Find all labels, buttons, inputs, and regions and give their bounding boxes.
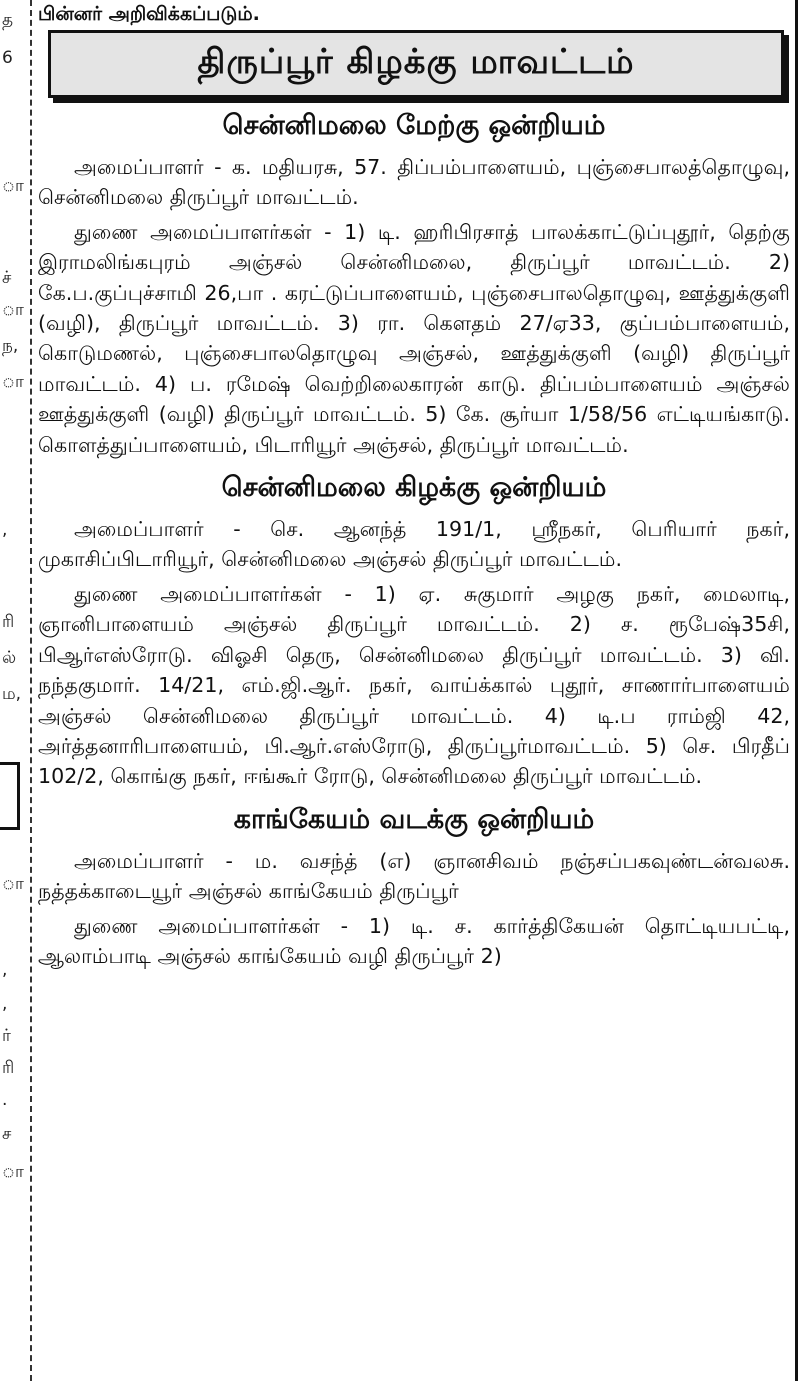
left-fragment: ச (2, 1124, 12, 1144)
organizer-entry: அமைப்பாளர் - செ. ஆனந்த் 191/1, ஸ்ரீநகர், பெரியார் நகர், முகாசிப்பிடாரியூர், சென்னிமலை அஞ்சல் திருப்பூர் மாவட்டம். (38, 517, 790, 572)
left-fragment: ர் (2, 1026, 11, 1046)
left-fragment: , (2, 960, 8, 980)
section-title: சென்னிமலை மேற்கு ஒன்றியம் (222, 110, 606, 141)
organizer-entry: அமைப்பாளர் - க. மதியரசு, 57. திப்பம்பாளையம், புஞ்சைபாலத்தொழுவு, சென்னிமலை திருப்பூர் மாவட்டம். (38, 155, 790, 210)
section-title: காங்கேயம் வடக்கு ஒன்றியம் (233, 803, 595, 835)
deputy-organizers-entry: துணை அமைப்பாளர்கள் - 1) ஏ. சுகுமார் அழகு நகர், மைலாடி, ஞானிபாளையம் அஞ்சல் திருப்பூர் மாவட்டம். 2) ச. ரூபேஷ்35சி, பிஆர்எஸ்ரோடு. விஓசி தெரு, சென்னிமலை திருப்பூர் மாவட்டம். 3) வி. நந்தகுமார். 14/21, எம்.ஜி.ஆர். நகர், வாய்க்கால் புதூர், சாணார்பாளையம் அஞ்சல் சென்னிமலை திருப்பூர் மாவட்டம். 4) டி.ப ராம்ஜி 42, அர்த்தனாரிபாளையம், பி.ஆர்.எஸ்ரோடு, திருப்பூர்மாவட்டம். 5) செ. பிரதீப் 102/2, கொங்கு நகர், ஈங்கூர் ரோடு, சென்னிமலை திருப்பூர் மாவட்டம். (38, 581, 790, 789)
left-frame-fragment (0, 762, 20, 830)
left-fragment: ரி (2, 1058, 15, 1078)
left-fragment: ம, (2, 684, 22, 704)
left-fragment: ந, (2, 336, 19, 356)
left-fragment: த (2, 10, 14, 30)
left-fragment: 6 (2, 48, 13, 68)
left-fragment: ச் (2, 268, 12, 288)
left-fragment: . (2, 1090, 8, 1110)
section-kangeyam-north (38, 802, 790, 972)
left-fragment: ா (2, 300, 24, 320)
left-fragment: ல் (2, 648, 17, 668)
article-column (38, 0, 790, 971)
continued-note: பின்னர் அறிவிக்கப்படும். (38, 3, 260, 25)
district-title: திருப்பூர் கிழக்கு மாவட்டம் (197, 42, 635, 82)
left-fragment: ா (2, 372, 24, 392)
section-chennimalai-west (38, 108, 790, 460)
deputy-organizers-entry: துணை அமைப்பாளர்கள் - 1) டி. ஹரிபிரசாத் பாலக்காட்டுப்புதூர், தெற்கு இராமலிங்கபுரம் அஞ்சல் சென்னிமலை, திருப்பூர் மாவட்டம். 2) கே.ப.குப்புச்சாமி 26,பா . கரட்டுப்பாளையம், புஞ்சைபாலதொழுவு, ஊத்துக்குளி (வழி), திருப்பூர் மாவட்டம். 3) ரா. கௌதம் 27/ஏ33, குப்பம்பாளையம், கொடுமணல், புஞ்சைபாலதொழுவு அஞ்சல், ஊத்துக்குளி (வழி) திருப்பூர் மாவட்டம். 4) ப. ரமேஷ் வெற்றிலைகாரன் காடு. திப்பம்பாளையம் அஞ்சல் ஊத்துக்குளி (வழி) திருப்பூர் மாவட்டம். 5) கே. சூர்யா 1/58/56 எட்டியங்காடு. கொளத்துப்பாளையம், பிடாரியூர் அஞ்சல், திருப்பூர் மாவட்டம். (38, 219, 790, 457)
left-fragment: ா (2, 176, 24, 196)
district-header-box (48, 30, 784, 98)
section-title: சென்னிமலை கிழக்கு ஒன்றியம் (221, 472, 607, 504)
organizer-entry: அமைப்பாளர் - ம. வசந்த் (எ) ஞானசிவம் நஞ்சப்பகவுண்டன்வலசு. நத்தக்காடையூர் அஞ்சல் காங்கேயம் திருப்பூர் (38, 848, 790, 904)
deputy-organizers-entry: துணை அமைப்பாளர்கள் - 1) டி. ச. கார்த்திகேயன் தொட்டியபட்டி, ஆலாம்பாடி அஞ்சல் காங்கேயம் வழி திருப்பூர் 2) (38, 913, 790, 968)
left-fragment: ா (2, 1162, 24, 1182)
right-border-rule (795, 0, 798, 1381)
left-fragment: ரி (2, 612, 15, 632)
left-column-fragments (0, 0, 26, 1381)
column-divider (30, 0, 32, 1381)
left-fragment: ா (2, 874, 24, 894)
left-fragment: , (2, 520, 8, 540)
left-fragment: , (2, 994, 8, 1014)
section-chennimalai-east (38, 470, 790, 792)
